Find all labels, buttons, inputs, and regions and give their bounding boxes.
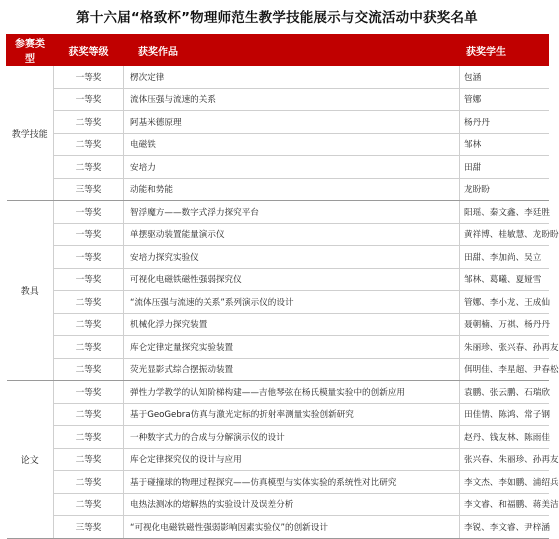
students-cell: 李锐、李文睿、尹梓涵 xyxy=(460,516,549,539)
grade-cell: 二等奖 xyxy=(54,358,124,381)
work-cell: 弹性力学教学的认知阶梯构建——吉他琴弦在杨氏模量实验中的创新应用 xyxy=(124,381,460,404)
students-cell: 聂朝楠、万祺、杨丹丹 xyxy=(460,313,549,336)
grade-cell: 二等奖 xyxy=(54,291,124,314)
work-cell: 库仑定律探究仪的设计与应用 xyxy=(124,448,460,471)
students-cell: 邹林、葛曦、夏娅雪 xyxy=(460,268,549,291)
grade-cell: 二等奖 xyxy=(54,448,124,471)
category-cell: 论文 xyxy=(7,381,54,539)
work-cell: 一种数字式力的合成与分解演示仪的设计 xyxy=(124,426,460,449)
grade-cell: 二等奖 xyxy=(54,336,124,359)
students-cell: 杨丹丹 xyxy=(460,111,549,134)
grade-cell: 一等奖 xyxy=(54,66,124,89)
grade-cell: 二等奖 xyxy=(54,471,124,494)
table-row xyxy=(7,88,549,111)
table-row xyxy=(7,66,549,89)
students-cell: 佴明佳、李星超、尹春松 xyxy=(460,358,549,381)
grade-cell: 三等奖 xyxy=(54,178,124,201)
grade-cell: 一等奖 xyxy=(54,381,124,404)
students-cell: 阳瑶、秦文鑫、李廷胜 xyxy=(460,201,549,224)
work-cell: “流体压强与流速的关系”系列演示仪的设计 xyxy=(124,291,460,314)
table-row xyxy=(7,223,549,246)
work-cell: 机械化浮力探究装置 xyxy=(124,313,460,336)
table-row xyxy=(7,381,549,404)
header-work: 获奖作品 xyxy=(124,35,460,66)
students-cell: 管娜 xyxy=(460,88,549,111)
table-row xyxy=(7,516,549,539)
table-row xyxy=(7,178,549,201)
table-row xyxy=(7,358,549,381)
students-cell: 袁鹏、张云鹏、石瑞欣 xyxy=(460,381,549,404)
table-row xyxy=(7,156,549,179)
work-cell: 动能和势能 xyxy=(124,178,460,201)
students-cell: 田甜 xyxy=(460,156,549,179)
table-row xyxy=(7,336,549,359)
grade-cell: 二等奖 xyxy=(54,403,124,426)
table-row xyxy=(7,111,549,134)
header-students: 获奖学生 xyxy=(460,35,549,66)
grade-cell: 三等奖 xyxy=(54,516,124,539)
table-row xyxy=(7,201,549,224)
work-cell: 楞次定律 xyxy=(124,66,460,89)
students-cell: 管娜、李小龙、王成仙 xyxy=(460,291,549,314)
work-cell: 安培力探究实验仪 xyxy=(124,246,460,269)
table-row xyxy=(7,448,549,471)
students-cell: 黄祥博、桂敏慧、龙盼盼 xyxy=(460,223,549,246)
students-cell: 朱丽珍、张兴春、孙再友 xyxy=(460,336,549,359)
work-cell: 可视化电磁铁磁性强弱探究仪 xyxy=(124,268,460,291)
grade-cell: 一等奖 xyxy=(54,268,124,291)
students-cell: 李文杰、李如鹏、浦绍兵 xyxy=(460,471,549,494)
work-cell: 电磁铁 xyxy=(124,133,460,156)
work-cell: “可视化电磁铁磁性强弱影响因素实验仪”的创新设计 xyxy=(124,516,460,539)
grade-cell: 一等奖 xyxy=(54,88,124,111)
table-row xyxy=(7,246,549,269)
students-cell: 田佳情、陈鸿、常子钢 xyxy=(460,403,549,426)
table-header-row xyxy=(7,35,549,66)
category-cell: 教具 xyxy=(7,201,54,381)
work-cell: 智浮魔方——数字式浮力探究平台 xyxy=(124,201,460,224)
awards-body xyxy=(7,66,559,539)
table-row xyxy=(7,493,549,516)
work-cell: 库仑定律定量探究实验装置 xyxy=(124,336,460,359)
work-cell: 流体压强与流速的关系 xyxy=(124,88,460,111)
students-cell: 张兴春、朱丽珍、孙再友 xyxy=(460,448,549,471)
work-cell: 安培力 xyxy=(124,156,460,179)
header-grade: 获奖等级 xyxy=(54,35,124,66)
students-cell: 李文睿、和福鹏、蒋美洁 xyxy=(460,493,549,516)
work-cell: 阿基米德原理 xyxy=(124,111,460,134)
work-cell: 基于GeoGebra仿真与激光定标的折射率测量实验创新研究 xyxy=(124,403,460,426)
work-cell: 单摆驱动装置能量演示仪 xyxy=(124,223,460,246)
table-row xyxy=(7,426,549,449)
grade-cell: 二等奖 xyxy=(54,426,124,449)
table-row xyxy=(7,268,549,291)
table-row xyxy=(7,133,549,156)
work-cell: 基于碰撞球的物理过程探究——仿真模型与实体实验的系统性对比研究 xyxy=(124,471,460,494)
category-cell: 教学技能 xyxy=(7,66,54,201)
grade-cell: 二等奖 xyxy=(54,313,124,336)
grade-cell: 二等奖 xyxy=(54,493,124,516)
table-row xyxy=(7,291,549,314)
table-row xyxy=(7,403,549,426)
students-cell: 赵丹、钱友林、陈雨佳 xyxy=(460,426,549,449)
table-row xyxy=(7,313,549,336)
header-category: 参赛类型 xyxy=(7,35,54,66)
grade-cell: 二等奖 xyxy=(54,133,124,156)
work-cell: 电热法测冰的熔解热的实验设计及误差分析 xyxy=(124,493,460,516)
students-cell: 包涵 xyxy=(460,66,549,89)
grade-cell: 二等奖 xyxy=(54,156,124,179)
grade-cell: 一等奖 xyxy=(54,246,124,269)
students-cell: 龙盼盼 xyxy=(460,178,549,201)
grade-cell: 一等奖 xyxy=(54,201,124,224)
students-cell: 邹林 xyxy=(460,133,549,156)
page-title: 第十六届“格致杯”物理师范生教学技能展示与交流活动中获奖名单 xyxy=(76,10,478,26)
table-row xyxy=(7,471,549,494)
grade-cell: 二等奖 xyxy=(54,111,124,134)
awards-table xyxy=(6,34,559,539)
work-cell: 荧光显影式综合摆振动装置 xyxy=(124,358,460,381)
students-cell: 田甜、李加尚、吴立 xyxy=(460,246,549,269)
grade-cell: 一等奖 xyxy=(54,223,124,246)
